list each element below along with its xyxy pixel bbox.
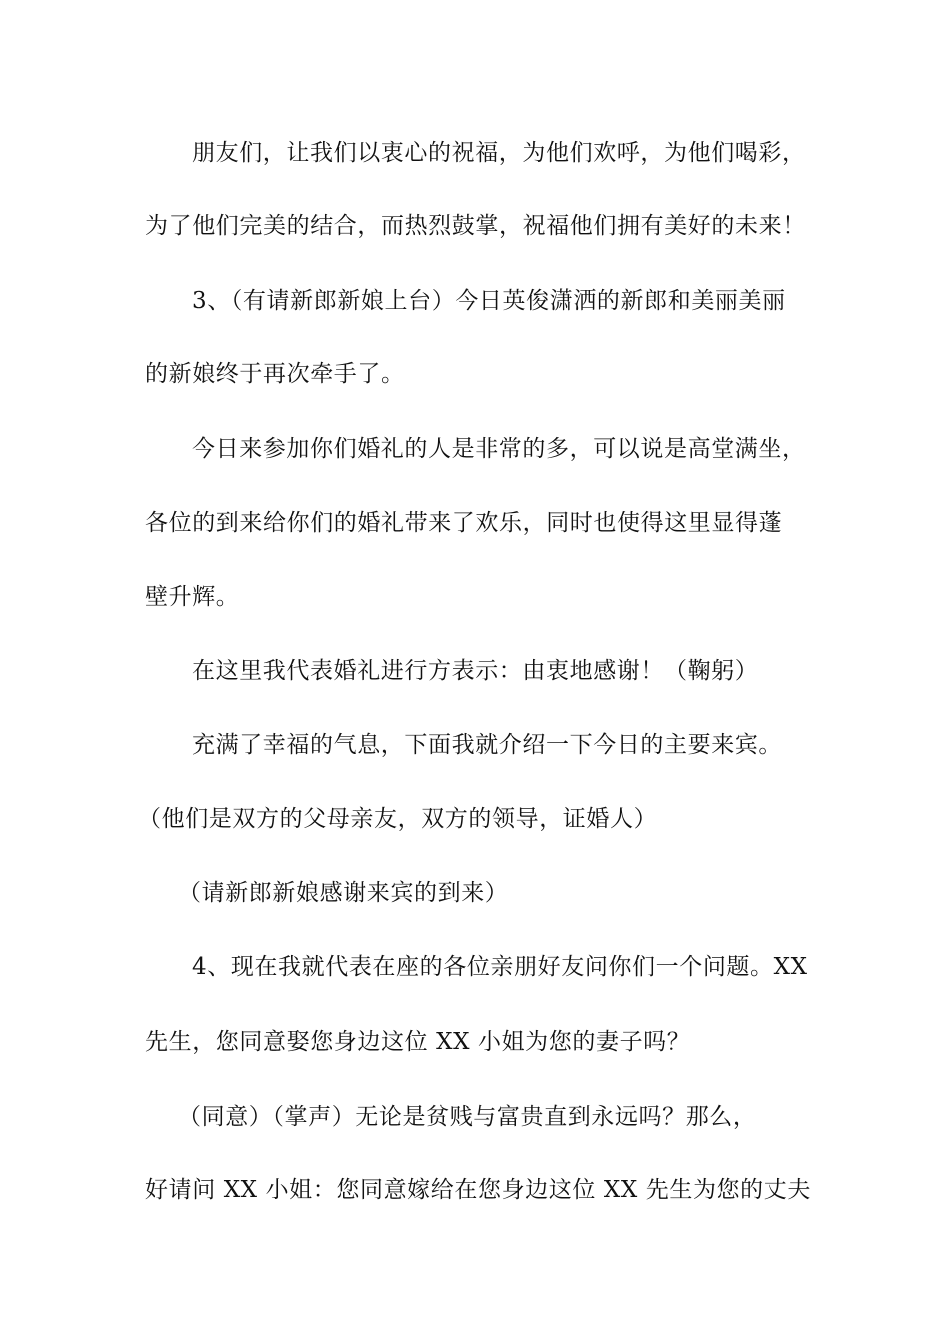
paragraph-line-11: （请新郎新娘感谢来宾的到来） [178,880,509,906]
paragraph-line-13: 先生，您同意娶您身边这位 XX 小姐为您的妻子吗？ [145,1029,691,1055]
paragraph-line-3: 3、（有请新郎新娘上台）今日英俊潇洒的新郎和美丽美丽 [192,288,786,314]
paragraph-line-9: 充满了幸福的气息，下面我就介绍一下今日的主要来宾。 [192,732,782,758]
paragraph-line-1: 朋友们，让我们以衷心的祝福，为他们欢呼，为他们喝彩， [192,140,806,166]
paragraph-line-2: 为了他们完美的结合，而热烈鼓掌，祝福他们拥有美好的未来！ [145,213,806,239]
paragraph-line-5: 今日来参加你们婚礼的人是非常的多，可以说是高堂满坐， [192,436,806,462]
paragraph-line-14: （同意）（掌声）无论是贫贱与富贵直到永远吗？那么， [178,1104,757,1130]
paragraph-line-10: （他们是双方的父母亲友，双方的领导，证婚人） [138,806,658,832]
paragraph-line-4: 的新娘终于再次牵手了。 [145,361,405,387]
paragraph-line-15: 好请问 XX 小姐：您同意嫁给在您身边这位 XX 先生为您的丈夫 [145,1177,811,1203]
paragraph-line-6: 各位的到来给你们的婚礼带来了欢乐，同时也使得这里显得蓬 [145,510,783,536]
paragraph-line-7: 壁升辉。 [145,584,240,610]
paragraph-line-12: 4、现在我就代表在座的各位亲朋好友问你们一个问题。XX [192,954,808,980]
paragraph-line-8: 在这里我代表婚礼进行方表示：由衷地感谢！（鞠躬） [192,658,759,684]
